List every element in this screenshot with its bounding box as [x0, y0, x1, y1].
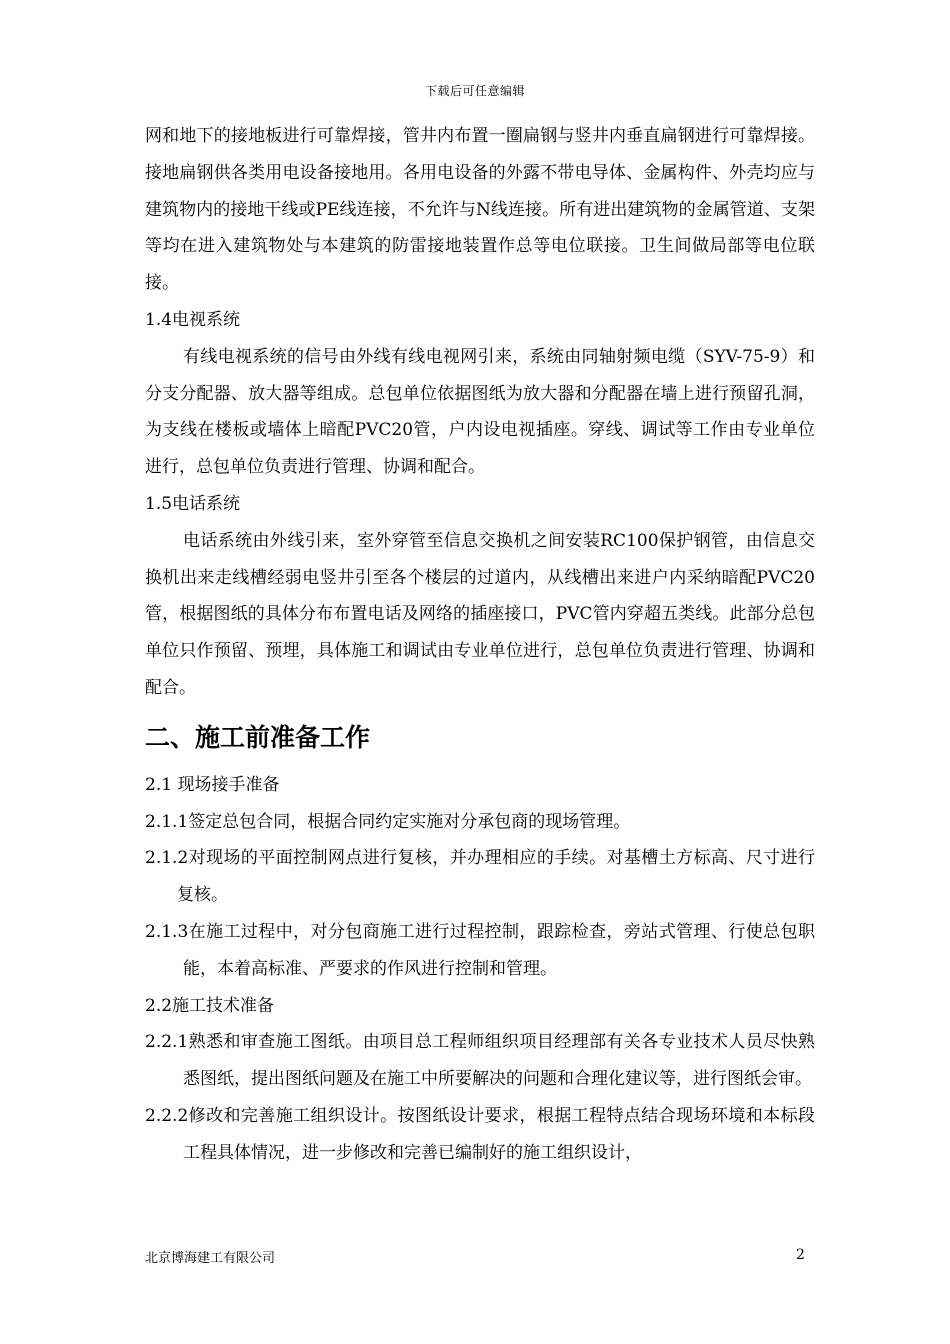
heading-1-4: 1.4电视系统	[145, 309, 241, 330]
item-2-1-3: 2.1.3在施工过程中，对分包商施工进行过程控制，跟踪检查，旁站式管理、行使总包职能，本着高标准、严要求的作风进行控制和管理。	[145, 921, 815, 979]
footer-company: 北京博海建工有限公司	[145, 1251, 276, 1266]
page-number: 2	[796, 1247, 805, 1263]
item-2-2-2: 2.2.2修改和完善施工组织设计。按图纸设计要求，根据工程特点结合现场环境和本标段工程具体情况，进一步修改和完善已编制好的施工组织设计，	[145, 1105, 815, 1163]
item-2-1-2: 2.1.2对现场的平面控制网点进行复核，并办理相应的手续。对基槽土方标高、尺寸进行复核。	[145, 848, 815, 906]
page-content	[145, 118, 815, 1172]
heading-2-1: 2.1 现场接手准备	[145, 774, 280, 795]
heading-1-5: 1.5电话系统	[145, 493, 241, 514]
heading-2-2: 2.2施工技术准备	[145, 995, 275, 1016]
header-note: 下载后可任意编辑	[424, 84, 525, 98]
section-title-2: 二、施工前准备工作	[145, 722, 371, 752]
paragraph-grounding: 网和地下的接地板进行可靠焊接，管井内布置一圈扁钢与竖井内垂直扁钢进行可靠焊接。接地扁钢供各类用电设备接地用。各用电设备的外露不带电导体、金属构件、外壳均应与建筑物内的接地干线或PE线连接，不允许与N线连接。所有进出建筑物的金属管道、支架等均在进入建筑物处与本建筑的防雷接地装置作总等电位联接。卫生间做局部等电位联接。	[145, 126, 815, 294]
item-2-1-1: 2.1.1签定总包合同，根据合同约定实施对分承包商的现场管理。	[145, 811, 631, 832]
paragraph-phone-system: 电话系统由外线引来，室外穿管至信息交换机之间安装RC100保护钢管，由信息交换机出来走线槽经弱电竖井引至各个楼层的过道内，从线槽出来进户内采纳暗配PVC20管，根据图纸的具体分布布置电话及网络的插座接口，PVC管内穿超五类线。此部分总包单位只作预留、预埋，具体施工和调试由专业单位进行，总包单位负责进行管理、协调和配合。	[145, 530, 815, 698]
item-2-2-1: 2.2.1熟悉和审查施工图纸。由项目总工程师组织项目经理部有关各专业技术人员尽快熟悉图纸，提出图纸问题及在施工中所要解决的问题和合理化建议等，进行图纸会审。	[145, 1032, 815, 1090]
paragraph-tv-system: 有线电视系统的信号由外线有线电视网引来，系统由同轴射频电缆（SYV-75-9）和分支分配器、放大器等组成。总包单位依据图纸为放大器和分配器在墙上进行预留孔洞，为支线在楼板或墙体上暗配PVC20管，户内设电视插座。穿线、调试等工作由专业单位进行，总包单位负责进行管理、协调和配合。	[145, 346, 815, 478]
